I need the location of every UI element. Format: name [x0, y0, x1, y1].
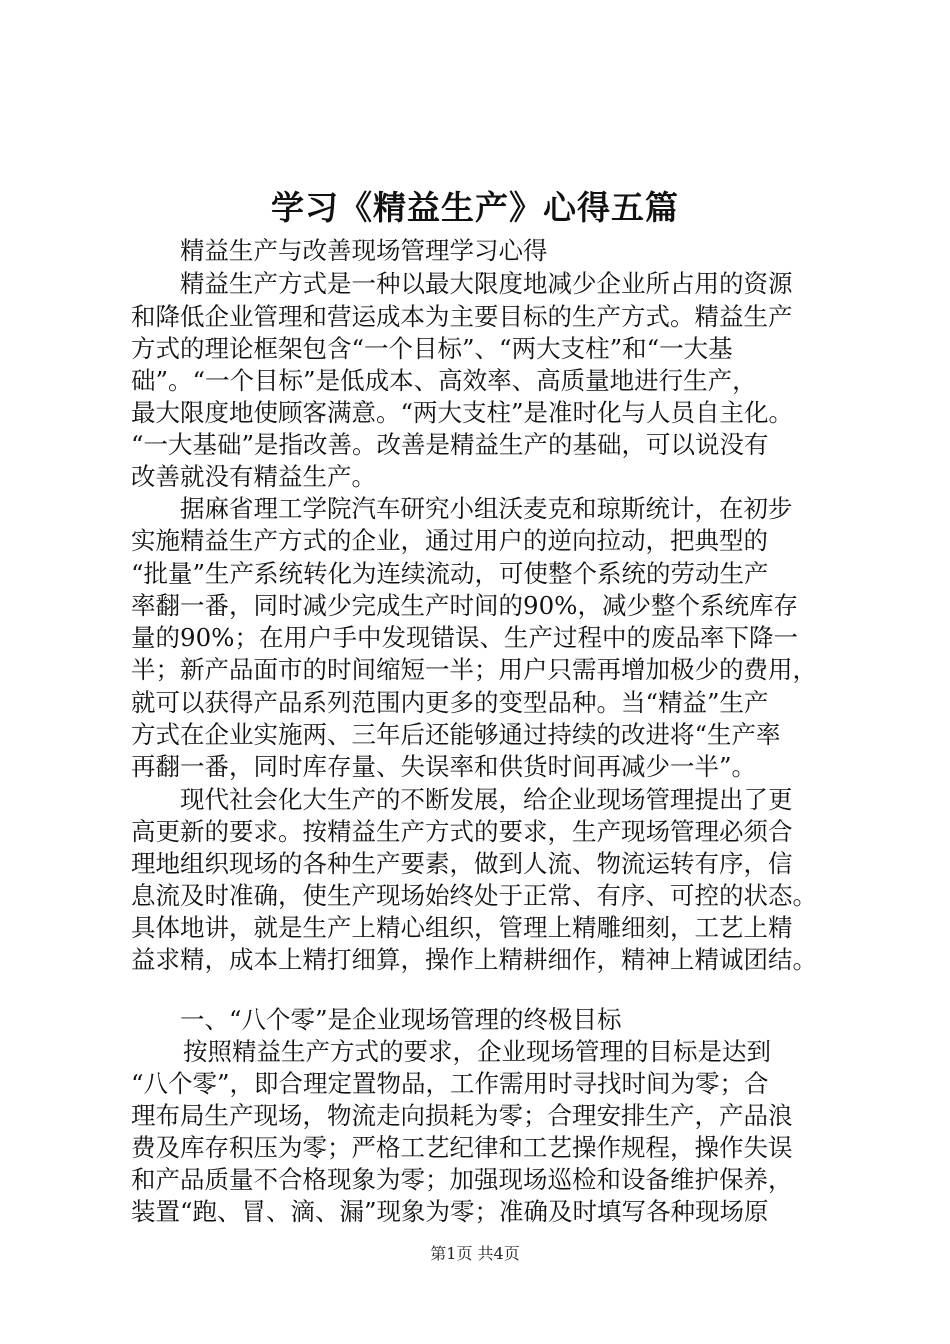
text-line: 理地组织现场的各种生产要素，做到人流、物流运转有序，信: [131, 849, 793, 878]
text-line: “批量”生产系统转化为连续流动，可使整个系统的劳动生产: [131, 559, 769, 588]
document-title: 学习《精益生产》心得五篇: [271, 188, 679, 227]
text-line: “八个零”，即合理定置物品，工作需用时寻找时间为零；合: [131, 1069, 769, 1098]
text-line: 精益生产方式是一种以最大限度地减少企业所占用的资源: [180, 269, 793, 298]
text-line: 具体地讲，就是生产上精心组织，管理上精雕细刻，工艺上精: [131, 913, 793, 942]
text-line: 据麻省理工学院汽车研究小组沃麦克和琼斯统计，在初步: [180, 494, 793, 523]
text-line: 和降低企业管理和营运成本为主要目标的生产方式。精益生产: [131, 302, 793, 331]
subtitle-line: 精益生产与改善现场管理学习心得: [180, 236, 548, 265]
text-line: 方式在企业实施两、三年后还能够通过持续的改进将“生产率: [131, 720, 781, 749]
text-line: “一大基础”是指改善。改善是精益生产的基础，可以说没有: [131, 430, 769, 459]
text-line: 现代社会化大生产的不断发展，给企业现场管理提出了更: [180, 785, 793, 814]
text-line: 息流及时准确，使生产现场始终处于正常、有序、可控的状态。: [131, 881, 817, 910]
text-line: 和产品质量不合格现象为零；加强现场巡检和设备维护保养，: [131, 1165, 793, 1194]
text-line: 最大限度地使顾客满意。“两大支柱”是准时化与人员自主化。: [131, 398, 794, 427]
text-line: 半；新产品面市的时间缩短一半；用户只需再增加极少的费用，: [131, 655, 817, 684]
text-line: 装置“跑、冒、滴、漏”现象为零；准确及时填写各种现场原: [131, 1197, 769, 1226]
text-line: 理布局生产现场，物流走向损耗为零；合理安排生产，产品浪: [131, 1101, 793, 1130]
text-line: 高更新的要求。按精益生产方式的要求，生产现场管理必须合: [131, 817, 793, 846]
text-line: 量的90%；在用户手中发现错误、生产过程中的废品率下降一: [131, 623, 798, 652]
text-line: 率翻一番，同时减少完成生产时间的90%，减少整个系统库存: [131, 591, 798, 620]
text-line: 础”。“一个目标”是低成本、高效率、高质量地进行生产，: [131, 366, 757, 395]
text-line: 就可以获得产品系列范围内更多的变型品种。当“精益”生产: [131, 688, 769, 717]
text-line: 实施精益生产方式的企业，通过用户的逆向拉动，把典型的: [131, 526, 768, 555]
text-line: 再翻一番，同时库存量、失误率和供货时间再减少一半”。: [131, 752, 757, 781]
text-line: 方式的理论框架包含“一个目标”、“两大支柱”和“一大基: [131, 334, 733, 363]
page-footer: 第1页 共4页: [430, 1244, 520, 1263]
text-line: 按照精益生产方式的要求，企业现场管理的目标是达到: [183, 1037, 771, 1066]
text-line: 费及库存积压为零；严格工艺纪律和工艺操作规程，操作失误: [131, 1133, 793, 1162]
text-line: 益求精，成本上精打细算，操作上精耕细作，精神上精诚团结。: [131, 945, 817, 974]
text-line: 改善就没有精益生产。: [131, 462, 376, 491]
section-heading: 一、“八个零”是企业现场管理的终极目标: [180, 1005, 622, 1034]
